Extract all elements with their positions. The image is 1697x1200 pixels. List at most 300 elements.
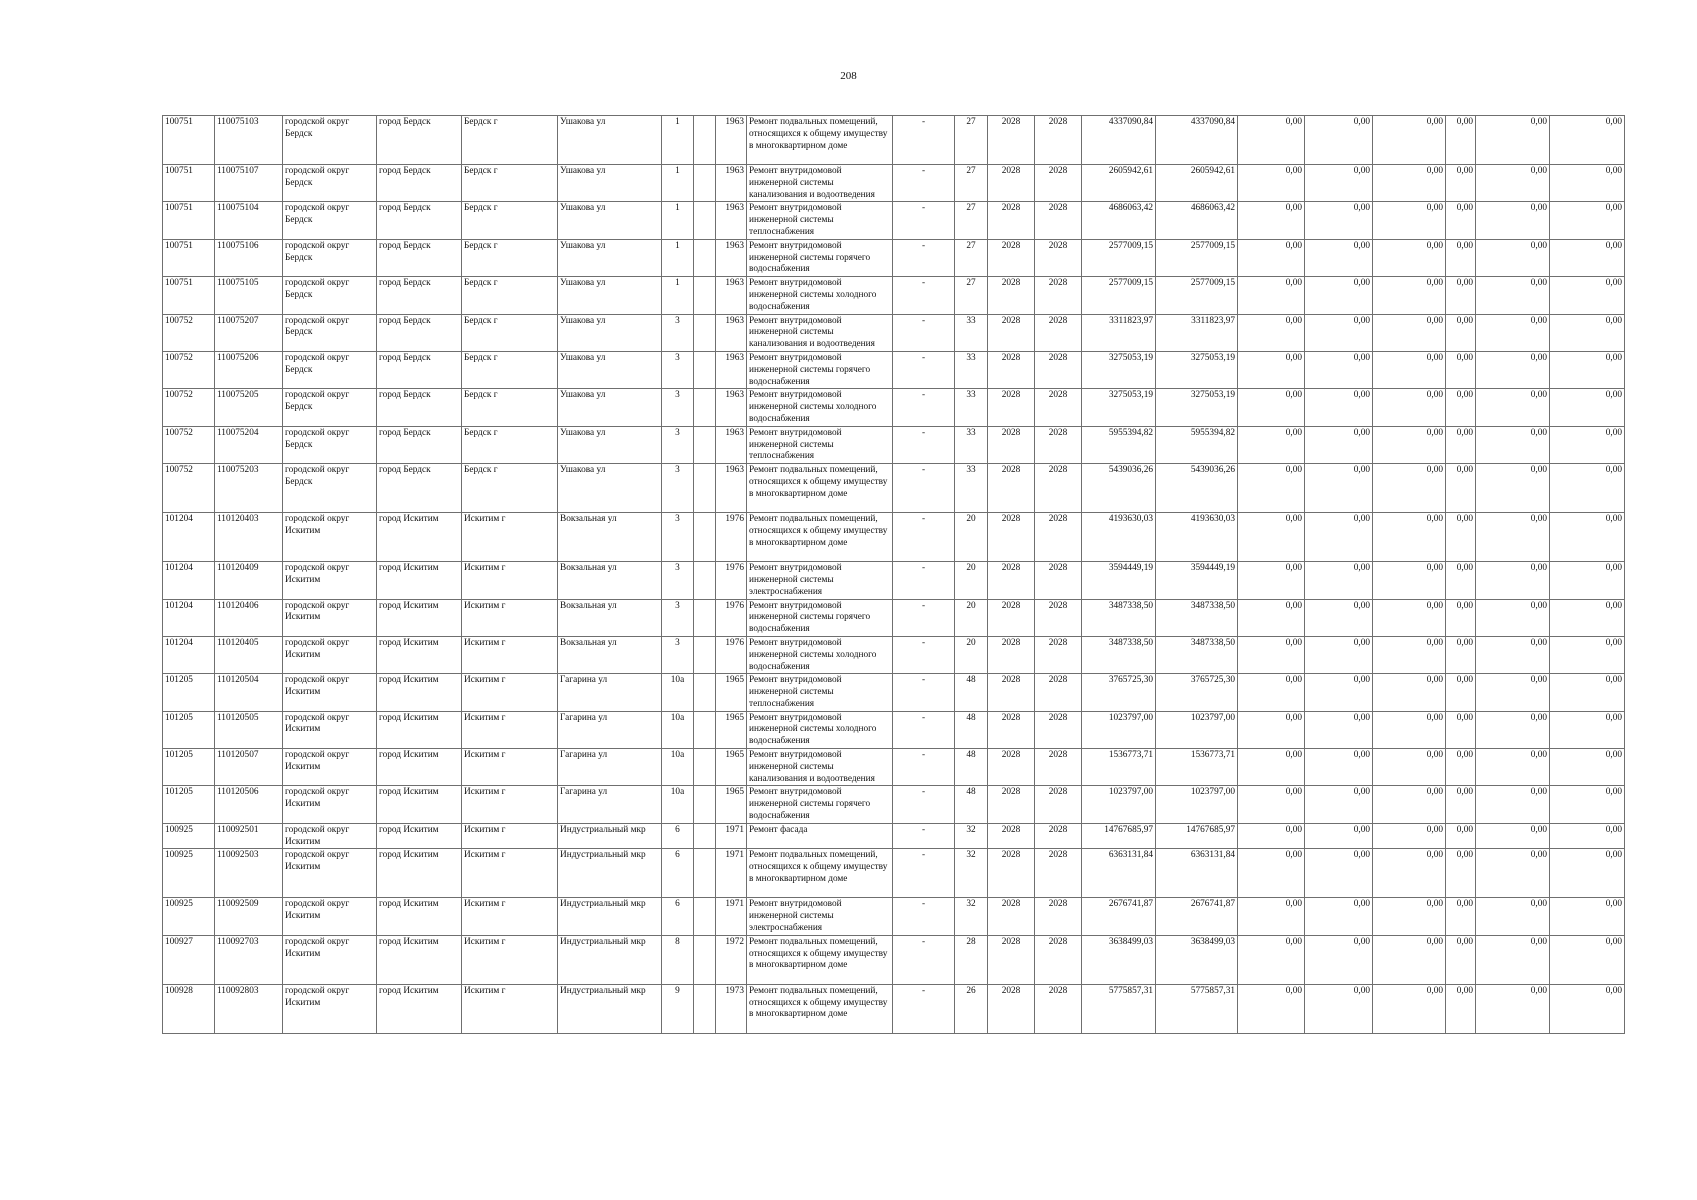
federal-funds-cell: 0,00	[1238, 711, 1305, 748]
house-code-cell: 101205	[163, 749, 215, 786]
locality-cell: Бердск г	[462, 116, 558, 165]
federal-funds-cell: 0,00	[1238, 389, 1305, 426]
owner-funds-cell: 0,00	[1476, 849, 1550, 898]
regional-funds-cell: 0,00	[1305, 823, 1373, 849]
plan-year-start-cell: 2028	[988, 239, 1035, 276]
regional-funds-cell: 0,00	[1305, 351, 1373, 388]
plan-year-start-cell: 2028	[988, 599, 1035, 636]
construction-year-cell: 1971	[716, 849, 747, 898]
total-cost-cell: 6363131,84	[1082, 849, 1156, 898]
municipal-funds-cell: 0,00	[1373, 674, 1446, 711]
house-number-cell: 1	[662, 165, 694, 202]
municipality-cell: городской округ Бердск	[283, 277, 377, 314]
federal-funds-cell: 0,00	[1238, 786, 1305, 823]
settlement-cell: город Искитим	[377, 849, 462, 898]
other-funds-cell: 0,00	[1446, 599, 1476, 636]
house-code-cell: 101204	[163, 513, 215, 562]
work-code-cell: 110075204	[215, 426, 283, 463]
house-code-cell: 101205	[163, 711, 215, 748]
other-funds-cell: 0,00	[1446, 513, 1476, 562]
other-funds-cell: 0,00	[1446, 562, 1476, 599]
regional-funds-cell: 0,00	[1305, 898, 1373, 935]
regional-funds-cell: 0,00	[1305, 464, 1373, 513]
plan-year-start-cell: 2028	[988, 562, 1035, 599]
house-code-cell: 101205	[163, 786, 215, 823]
owner-funds-cell: 0,00	[1476, 389, 1550, 426]
building-cell	[694, 749, 716, 786]
plan-year-start-cell: 2028	[988, 711, 1035, 748]
extra-funds-cell: 0,00	[1550, 849, 1625, 898]
table-row	[163, 239, 1625, 276]
table-row	[163, 749, 1625, 786]
work-type-cell: Ремонт подвальных помещений, относящихся к общему имуществу в многоквартирном доме	[747, 116, 893, 165]
federal-funds-cell: 0,00	[1238, 562, 1305, 599]
plan-year-end-cell: 2028	[1035, 165, 1082, 202]
settlement-cell: город Искитим	[377, 711, 462, 748]
construction-year-cell: 1963	[716, 464, 747, 513]
extra-funds-cell: 0,00	[1550, 935, 1625, 984]
extra-funds-cell: 0,00	[1550, 562, 1625, 599]
table-row	[163, 389, 1625, 426]
plan-year-start-cell: 2028	[988, 314, 1035, 351]
construction-year-cell: 1965	[716, 711, 747, 748]
work-code-cell: 110075207	[215, 314, 283, 351]
municipal-funds-cell: 0,00	[1373, 898, 1446, 935]
house-code-cell: 100925	[163, 823, 215, 849]
work-code-cell: 110120403	[215, 513, 283, 562]
other-funds-cell: 0,00	[1446, 464, 1476, 513]
total-cost-cell: 2577009,15	[1082, 239, 1156, 276]
street-cell: Ушакова ул	[558, 426, 662, 463]
street-cell: Ушакова ул	[558, 277, 662, 314]
house-code-cell: 100752	[163, 314, 215, 351]
construction-year-cell: 1963	[716, 116, 747, 165]
owner-funds-cell: 0,00	[1476, 636, 1550, 673]
owner-funds-cell: 0,00	[1476, 513, 1550, 562]
other-funds-cell: 0,00	[1446, 984, 1476, 1033]
house-code-cell: 100751	[163, 277, 215, 314]
volume-cell: -	[893, 711, 955, 748]
extra-funds-cell: 0,00	[1550, 599, 1625, 636]
work-code-cell: 110092501	[215, 823, 283, 849]
construction-year-cell: 1963	[716, 426, 747, 463]
total-cost-cell: 3638499,03	[1082, 935, 1156, 984]
house-number-cell: 3	[662, 389, 694, 426]
house-number-cell: 3	[662, 464, 694, 513]
house-number-cell: 1	[662, 116, 694, 165]
volume-cell: -	[893, 464, 955, 513]
owner-funds-cell: 0,00	[1476, 426, 1550, 463]
federal-funds-cell: 0,00	[1238, 239, 1305, 276]
work-code-cell: 110092509	[215, 898, 283, 935]
municipal-funds-cell: 0,00	[1373, 351, 1446, 388]
building-cell	[694, 711, 716, 748]
municipality-cell: городской округ Искитим	[283, 984, 377, 1033]
construction-year-cell: 1971	[716, 823, 747, 849]
street-cell: Гагарина ул	[558, 674, 662, 711]
other-funds-cell: 0,00	[1446, 711, 1476, 748]
regional-fund-cell: 1536773,71	[1156, 749, 1238, 786]
work-type-cell: Ремонт фасада	[747, 823, 893, 849]
building-cell	[694, 786, 716, 823]
work-type-cell: Ремонт внутридомовой инженерной системы холодного водоснабжения	[747, 636, 893, 673]
work-type-cell: Ремонт внутридомовой инженерной системы горячего водоснабжения	[747, 351, 893, 388]
house-number-cell: 6	[662, 898, 694, 935]
municipal-funds-cell: 0,00	[1373, 116, 1446, 165]
work-type-cell: Ремонт внутридомовой инженерной системы холодного водоснабжения	[747, 389, 893, 426]
work-type-cell: Ремонт подвальных помещений, относящихся к общему имуществу в многоквартирном доме	[747, 849, 893, 898]
street-cell: Индустриальный мкр	[558, 849, 662, 898]
federal-funds-cell: 0,00	[1238, 426, 1305, 463]
regional-funds-cell: 0,00	[1305, 984, 1373, 1033]
other-funds-cell: 0,00	[1446, 351, 1476, 388]
federal-funds-cell: 0,00	[1238, 165, 1305, 202]
municipal-funds-cell: 0,00	[1373, 314, 1446, 351]
other-funds-cell: 0,00	[1446, 314, 1476, 351]
federal-funds-cell: 0,00	[1238, 674, 1305, 711]
house-number-cell: 3	[662, 599, 694, 636]
other-funds-cell: 0,00	[1446, 849, 1476, 898]
count-cell: 48	[955, 674, 988, 711]
work-code-cell: 110092503	[215, 849, 283, 898]
count-cell: 27	[955, 239, 988, 276]
total-cost-cell: 3487338,50	[1082, 636, 1156, 673]
plan-year-start-cell: 2028	[988, 464, 1035, 513]
settlement-cell: город Искитим	[377, 513, 462, 562]
regional-fund-cell: 3275053,19	[1156, 389, 1238, 426]
settlement-cell: город Искитим	[377, 898, 462, 935]
municipal-funds-cell: 0,00	[1373, 464, 1446, 513]
locality-cell: Искитим г	[462, 984, 558, 1033]
plan-year-end-cell: 2028	[1035, 849, 1082, 898]
street-cell: Гагарина ул	[558, 786, 662, 823]
count-cell: 32	[955, 898, 988, 935]
work-type-cell: Ремонт внутридомовой инженерной системы горячего водоснабжения	[747, 599, 893, 636]
house-number-cell: 10а	[662, 711, 694, 748]
house-code-cell: 100752	[163, 426, 215, 463]
locality-cell: Искитим г	[462, 749, 558, 786]
volume-cell: -	[893, 786, 955, 823]
count-cell: 28	[955, 935, 988, 984]
plan-year-end-cell: 2028	[1035, 513, 1082, 562]
work-code-cell: 110075105	[215, 277, 283, 314]
count-cell: 27	[955, 116, 988, 165]
federal-funds-cell: 0,00	[1238, 202, 1305, 239]
municipality-cell: городской округ Искитим	[283, 749, 377, 786]
building-cell	[694, 674, 716, 711]
house-code-cell: 101205	[163, 674, 215, 711]
regional-fund-cell: 3311823,97	[1156, 314, 1238, 351]
table-row	[163, 464, 1625, 513]
regional-fund-cell: 2676741,87	[1156, 898, 1238, 935]
table-row	[163, 513, 1625, 562]
table-row	[163, 277, 1625, 314]
work-code-cell: 110120409	[215, 562, 283, 599]
total-cost-cell: 2676741,87	[1082, 898, 1156, 935]
house-number-cell: 6	[662, 849, 694, 898]
municipal-funds-cell: 0,00	[1373, 599, 1446, 636]
plan-year-end-cell: 2028	[1035, 314, 1082, 351]
locality-cell: Искитим г	[462, 898, 558, 935]
work-type-cell: Ремонт подвальных помещений, относящихся к общему имуществу в многоквартирном доме	[747, 935, 893, 984]
volume-cell: -	[893, 562, 955, 599]
work-type-cell: Ремонт внутридомовой инженерной системы канализования и водоотведения	[747, 749, 893, 786]
federal-funds-cell: 0,00	[1238, 351, 1305, 388]
municipality-cell: городской округ Искитим	[283, 562, 377, 599]
street-cell: Гагарина ул	[558, 711, 662, 748]
plan-year-start-cell: 2028	[988, 165, 1035, 202]
regional-funds-cell: 0,00	[1305, 599, 1373, 636]
construction-year-cell: 1965	[716, 674, 747, 711]
work-type-cell: Ремонт подвальных помещений, относящихся к общему имуществу в многоквартирном доме	[747, 513, 893, 562]
regional-fund-cell: 2605942,61	[1156, 165, 1238, 202]
locality-cell: Бердск г	[462, 202, 558, 239]
page-number: 208	[840, 70, 857, 82]
table-row	[163, 426, 1625, 463]
regional-fund-cell: 1023797,00	[1156, 711, 1238, 748]
owner-funds-cell: 0,00	[1476, 464, 1550, 513]
building-cell	[694, 314, 716, 351]
regional-fund-cell: 14767685,97	[1156, 823, 1238, 849]
house-number-cell: 9	[662, 984, 694, 1033]
municipal-funds-cell: 0,00	[1373, 202, 1446, 239]
locality-cell: Искитим г	[462, 513, 558, 562]
house-code-cell: 100927	[163, 935, 215, 984]
volume-cell: -	[893, 636, 955, 673]
work-code-cell: 110092703	[215, 935, 283, 984]
plan-year-start-cell: 2028	[988, 116, 1035, 165]
extra-funds-cell: 0,00	[1550, 898, 1625, 935]
municipality-cell: городской округ Бердск	[283, 389, 377, 426]
regional-funds-cell: 0,00	[1305, 165, 1373, 202]
municipality-cell: городской округ Бердск	[283, 314, 377, 351]
street-cell: Вокзальная ул	[558, 513, 662, 562]
count-cell: 27	[955, 165, 988, 202]
federal-funds-cell: 0,00	[1238, 636, 1305, 673]
construction-year-cell: 1965	[716, 749, 747, 786]
total-cost-cell: 14767685,97	[1082, 823, 1156, 849]
volume-cell: -	[893, 849, 955, 898]
total-cost-cell: 3275053,19	[1082, 389, 1156, 426]
volume-cell: -	[893, 898, 955, 935]
municipality-cell: городской округ Бердск	[283, 202, 377, 239]
other-funds-cell: 0,00	[1446, 202, 1476, 239]
regional-funds-cell: 0,00	[1305, 513, 1373, 562]
house-number-cell: 10а	[662, 674, 694, 711]
municipality-cell: городской округ Искитим	[283, 636, 377, 673]
construction-year-cell: 1976	[716, 513, 747, 562]
volume-cell: -	[893, 513, 955, 562]
municipal-funds-cell: 0,00	[1373, 513, 1446, 562]
owner-funds-cell: 0,00	[1476, 165, 1550, 202]
locality-cell: Искитим г	[462, 823, 558, 849]
building-cell	[694, 464, 716, 513]
building-cell	[694, 277, 716, 314]
regional-funds-cell: 0,00	[1305, 749, 1373, 786]
work-code-cell: 110075107	[215, 165, 283, 202]
locality-cell: Искитим г	[462, 562, 558, 599]
count-cell: 32	[955, 849, 988, 898]
regional-funds-cell: 0,00	[1305, 636, 1373, 673]
other-funds-cell: 0,00	[1446, 277, 1476, 314]
municipality-cell: городской округ Искитим	[283, 674, 377, 711]
regional-fund-cell: 3765725,30	[1156, 674, 1238, 711]
count-cell: 26	[955, 984, 988, 1033]
count-cell: 33	[955, 351, 988, 388]
regional-funds-cell: 0,00	[1305, 711, 1373, 748]
regional-fund-cell: 3487338,50	[1156, 636, 1238, 673]
count-cell: 33	[955, 464, 988, 513]
federal-funds-cell: 0,00	[1238, 116, 1305, 165]
federal-funds-cell: 0,00	[1238, 984, 1305, 1033]
building-cell	[694, 165, 716, 202]
construction-year-cell: 1963	[716, 239, 747, 276]
municipal-funds-cell: 0,00	[1373, 239, 1446, 276]
regional-fund-cell: 3487338,50	[1156, 599, 1238, 636]
settlement-cell: город Искитим	[377, 823, 462, 849]
municipality-cell: городской округ Искитим	[283, 935, 377, 984]
volume-cell: -	[893, 239, 955, 276]
owner-funds-cell: 0,00	[1476, 984, 1550, 1033]
work-code-cell: 110120504	[215, 674, 283, 711]
street-cell: Ушакова ул	[558, 239, 662, 276]
other-funds-cell: 0,00	[1446, 786, 1476, 823]
table-row	[163, 786, 1625, 823]
work-code-cell: 110120506	[215, 786, 283, 823]
municipal-funds-cell: 0,00	[1373, 849, 1446, 898]
extra-funds-cell: 0,00	[1550, 786, 1625, 823]
construction-year-cell: 1971	[716, 898, 747, 935]
total-cost-cell: 1023797,00	[1082, 786, 1156, 823]
municipal-funds-cell: 0,00	[1373, 426, 1446, 463]
regional-funds-cell: 0,00	[1305, 849, 1373, 898]
federal-funds-cell: 0,00	[1238, 898, 1305, 935]
building-cell	[694, 202, 716, 239]
street-cell: Ушакова ул	[558, 351, 662, 388]
volume-cell: -	[893, 749, 955, 786]
other-funds-cell: 0,00	[1446, 749, 1476, 786]
house-code-cell: 100751	[163, 116, 215, 165]
municipal-funds-cell: 0,00	[1373, 636, 1446, 673]
work-type-cell: Ремонт внутридомовой инженерной системы холодного водоснабжения	[747, 277, 893, 314]
extra-funds-cell: 0,00	[1550, 389, 1625, 426]
building-cell	[694, 599, 716, 636]
regional-fund-cell: 1023797,00	[1156, 786, 1238, 823]
regional-funds-cell: 0,00	[1305, 116, 1373, 165]
other-funds-cell: 0,00	[1446, 116, 1476, 165]
total-cost-cell: 1023797,00	[1082, 711, 1156, 748]
house-number-cell: 8	[662, 935, 694, 984]
regional-fund-cell: 3638499,03	[1156, 935, 1238, 984]
construction-year-cell: 1973	[716, 984, 747, 1033]
work-type-cell: Ремонт внутридомовой инженерной системы горячего водоснабжения	[747, 239, 893, 276]
house-code-cell: 100751	[163, 202, 215, 239]
extra-funds-cell: 0,00	[1550, 277, 1625, 314]
plan-year-end-cell: 2028	[1035, 786, 1082, 823]
other-funds-cell: 0,00	[1446, 674, 1476, 711]
total-cost-cell: 5775857,31	[1082, 984, 1156, 1033]
federal-funds-cell: 0,00	[1238, 277, 1305, 314]
street-cell: Вокзальная ул	[558, 636, 662, 673]
settlement-cell: город Искитим	[377, 935, 462, 984]
municipal-funds-cell: 0,00	[1373, 711, 1446, 748]
volume-cell: -	[893, 351, 955, 388]
extra-funds-cell: 0,00	[1550, 823, 1625, 849]
regional-funds-cell: 0,00	[1305, 426, 1373, 463]
total-cost-cell: 1536773,71	[1082, 749, 1156, 786]
table-row	[163, 898, 1625, 935]
house-number-cell: 1	[662, 202, 694, 239]
table-row	[163, 823, 1625, 849]
volume-cell: -	[893, 599, 955, 636]
regional-funds-cell: 0,00	[1305, 202, 1373, 239]
street-cell: Гагарина ул	[558, 749, 662, 786]
house-number-cell: 6	[662, 823, 694, 849]
plan-year-start-cell: 2028	[988, 935, 1035, 984]
settlement-cell: город Бердск	[377, 314, 462, 351]
house-code-cell: 101204	[163, 599, 215, 636]
municipal-funds-cell: 0,00	[1373, 984, 1446, 1033]
plan-year-end-cell: 2028	[1035, 674, 1082, 711]
street-cell: Ушакова ул	[558, 314, 662, 351]
construction-year-cell: 1976	[716, 599, 747, 636]
street-cell: Вокзальная ул	[558, 562, 662, 599]
work-code-cell: 110075106	[215, 239, 283, 276]
plan-year-end-cell: 2028	[1035, 711, 1082, 748]
total-cost-cell: 5439036,26	[1082, 464, 1156, 513]
plan-year-end-cell: 2028	[1035, 599, 1082, 636]
street-cell: Ушакова ул	[558, 165, 662, 202]
municipality-cell: городской округ Искитим	[283, 711, 377, 748]
work-code-cell: 110075104	[215, 202, 283, 239]
construction-year-cell: 1963	[716, 351, 747, 388]
locality-cell: Искитим г	[462, 935, 558, 984]
street-cell: Вокзальная ул	[558, 599, 662, 636]
extra-funds-cell: 0,00	[1550, 116, 1625, 165]
volume-cell: -	[893, 984, 955, 1033]
volume-cell: -	[893, 674, 955, 711]
plan-year-start-cell: 2028	[988, 898, 1035, 935]
extra-funds-cell: 0,00	[1550, 239, 1625, 276]
federal-funds-cell: 0,00	[1238, 464, 1305, 513]
settlement-cell: город Искитим	[377, 562, 462, 599]
count-cell: 32	[955, 823, 988, 849]
plan-year-end-cell: 2028	[1035, 116, 1082, 165]
table-row	[163, 636, 1625, 673]
extra-funds-cell: 0,00	[1550, 165, 1625, 202]
house-number-cell: 3	[662, 562, 694, 599]
regional-fund-cell: 3275053,19	[1156, 351, 1238, 388]
house-code-cell: 100751	[163, 239, 215, 276]
other-funds-cell: 0,00	[1446, 239, 1476, 276]
count-cell: 20	[955, 562, 988, 599]
work-code-cell: 110075103	[215, 116, 283, 165]
municipality-cell: городской округ Бердск	[283, 116, 377, 165]
capital-repair-register-table	[162, 115, 1625, 1034]
regional-funds-cell: 0,00	[1305, 239, 1373, 276]
total-cost-cell: 2605942,61	[1082, 165, 1156, 202]
owner-funds-cell: 0,00	[1476, 277, 1550, 314]
total-cost-cell: 3594449,19	[1082, 562, 1156, 599]
municipal-funds-cell: 0,00	[1373, 277, 1446, 314]
regional-fund-cell: 4337090,84	[1156, 116, 1238, 165]
work-type-cell: Ремонт внутридомовой инженерной системы теплоснабжения	[747, 674, 893, 711]
federal-funds-cell: 0,00	[1238, 314, 1305, 351]
settlement-cell: город Искитим	[377, 984, 462, 1033]
extra-funds-cell: 0,00	[1550, 202, 1625, 239]
plan-year-start-cell: 2028	[988, 277, 1035, 314]
plan-year-end-cell: 2028	[1035, 277, 1082, 314]
